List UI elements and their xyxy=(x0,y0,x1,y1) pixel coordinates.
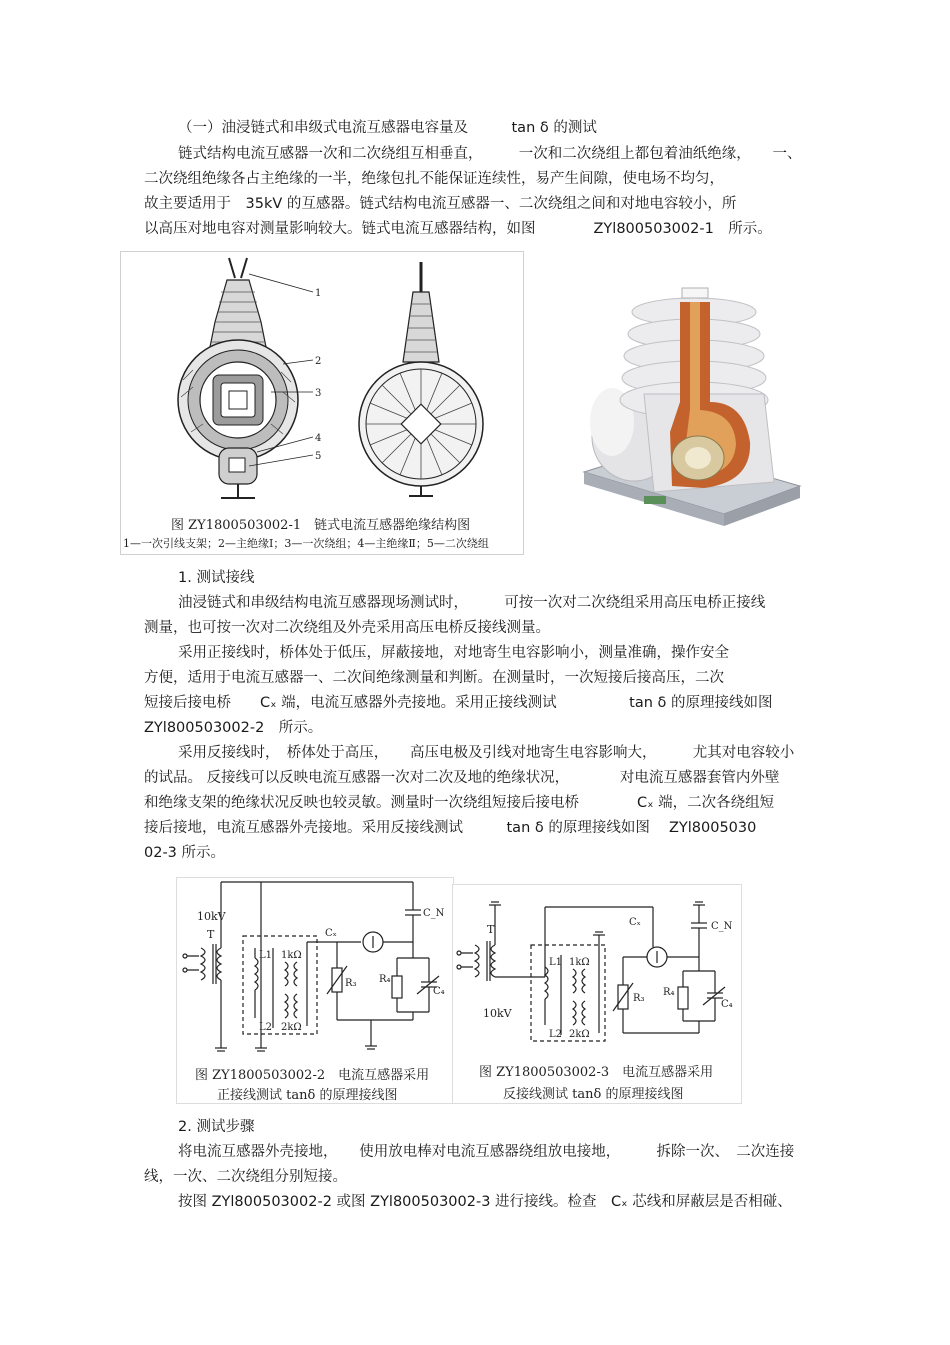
cn-label: C_N xyxy=(423,908,445,919)
figure-1-drawing xyxy=(120,251,524,555)
ct-insulation-structure-drawing xyxy=(121,252,523,554)
r1k-label: 1kΩ xyxy=(281,950,302,961)
paragraph-line: 二次绕组绝缘各占主绝缘的一半，绝缘包扎不能保证连续性，易产生间隙，使电场不均匀， xyxy=(144,171,724,187)
paragraph-line: 短接后接电桥 Cₓ 端，电流互感器外壳接地。采用正接线测试 tan δ 的原理接线如图 xyxy=(144,695,773,711)
figure-3-caption-line1: 图 ZY1800503002-3 电流互感器采用 xyxy=(479,1065,714,1080)
voltage-label: 10kV xyxy=(197,910,226,923)
cn-label: C_N xyxy=(711,921,733,932)
paragraph-line: 02-3 所示。 xyxy=(144,845,226,861)
section-title: （一）油浸链式和串级式电流互感器电容量及 tan δ 的测试 xyxy=(178,120,597,136)
paragraph-line: 按图 ZYl800503002-2 或图 ZYl800503002-3 进行接线。检查 Cₓ 芯线和屏蔽层是否相碰、 xyxy=(178,1194,792,1210)
ct-cutaway-render xyxy=(574,282,804,550)
heading-test-wiring: 1. 测试接线 xyxy=(178,570,255,586)
callout-1: 1 xyxy=(315,288,322,299)
paragraph-line: 采用反接线时， 桥体处于高压， 高压电极及引线对地寄生电容影响大， 尤其对电容较小 xyxy=(178,745,795,761)
r4-label: R₄ xyxy=(663,987,675,998)
figure-2-caption-line2: 正接线测试 tanδ 的原理接线图 xyxy=(217,1088,398,1103)
l2-label: L2 xyxy=(259,1022,273,1033)
cx-label: Cₓ xyxy=(629,917,641,928)
l1-label: L1 xyxy=(259,950,273,961)
heading-test-steps: 2. 测试步骤 xyxy=(178,1119,255,1135)
paragraph-line: 采用正接线时，桥体处于低压，屏蔽接地，对地寄生电容影响小，测量准确，操作安全 xyxy=(178,645,729,661)
paragraph-line: 以高压对地电容对测量影响较大。链式电流互感器结构，如图 ZYl800503002-1 所示。 xyxy=(144,221,772,237)
transformer-label: T xyxy=(487,923,495,936)
paragraph-line: ZYl800503002-2 所示。 xyxy=(144,720,323,736)
paragraph-line: 油浸链式和串级结构电流互感器现场测试时， 可按一次对二次绕组采用高压电桥正接线 xyxy=(178,595,766,611)
figure-1-caption: 图 ZY1800503002-1 链式电流互感器绝缘结构图 xyxy=(171,518,471,533)
c4-label: C₄ xyxy=(721,999,733,1010)
figure-3-circuit xyxy=(452,884,742,1104)
paragraph-line: 故主要适用于 35kV 的互感器。链式结构电流互感器一、二次绕组之间和对地电容较小，所 xyxy=(144,196,737,212)
r2k-label: 2kΩ xyxy=(569,1029,590,1040)
r4-label: R₄ xyxy=(379,974,391,985)
figure-2-circuit xyxy=(176,877,454,1104)
figure-3-caption-line2: 反接线测试 tanδ 的原理接线图 xyxy=(503,1087,684,1102)
paragraph-line: 线，一次、二次绕组分别短接。 xyxy=(144,1169,347,1185)
paragraph-line: 测量，也可按一次对二次绕组及外壳采用高压电桥反接线测量。 xyxy=(144,620,550,636)
figure-2-caption-line1: 图 ZY1800503002-2 电流互感器采用 xyxy=(195,1068,430,1083)
c4-label: C₄ xyxy=(433,986,445,997)
r1k-label: 1kΩ xyxy=(569,957,590,968)
paragraph-line: 方便，适用于电流互感器一、二次间绝缘测量和判断。在测量时，一次短接后接高压，二次 xyxy=(144,670,724,686)
callout-2: 2 xyxy=(315,356,322,367)
paragraph-line: 的试品。 反接线可以反映电流互感器一次对二次及地的绝缘状况， 对电流互感器套管内外壁 xyxy=(144,770,780,786)
paragraph-line: 和绝缘支架的绝缘状况反映也较灵敏。测量时一次绕组短接后接电桥 Cₓ 端，二次各绕组短 xyxy=(144,795,775,811)
r3-label: R₃ xyxy=(345,978,357,989)
figure-1-legend: 1—一次引线支架；2—主绝缘Ⅰ；3—一次绕组；4—主绝缘Ⅱ；5—二次绕组 xyxy=(123,537,489,550)
r3-label: R₃ xyxy=(633,993,645,1004)
cx-label: Cₓ xyxy=(325,928,337,939)
l1-label: L1 xyxy=(549,957,563,968)
callout-5: 5 xyxy=(315,451,322,462)
paragraph-line: 将电流互感器外壳接地， 使用放电棒对电流互感器绕组放电接地， 拆除一次、 二次连接 xyxy=(178,1144,795,1160)
transformer-label: T xyxy=(207,928,215,941)
paragraph-line: 链式结构电流互感器一次和二次绕组互相垂直， 一次和二次绕组上都包着油纸绝缘， 一、 xyxy=(178,146,802,162)
paragraph-line: 接后接地，电流互感器外壳接地。采用反接线测试 tan δ 的原理接线如图 ZYl8005030 xyxy=(144,820,757,836)
voltage-label: 10kV xyxy=(483,1007,512,1020)
callout-3: 3 xyxy=(315,388,322,399)
callout-4: 4 xyxy=(315,433,322,444)
r2k-label: 2kΩ xyxy=(281,1022,302,1033)
l2-label: L2 xyxy=(549,1029,563,1040)
